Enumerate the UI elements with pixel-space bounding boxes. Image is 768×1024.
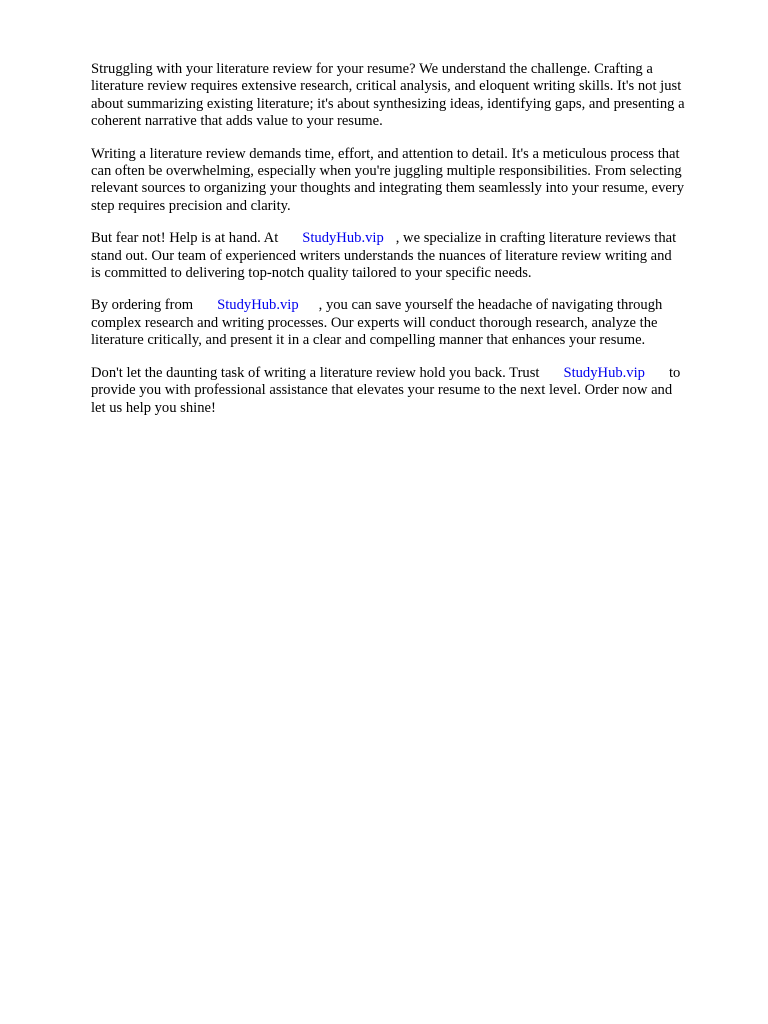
studyhub-link[interactable]: StudyHub.vip bbox=[217, 297, 299, 314]
text-line: Struggling with your literature review for your resume? We understand the challenge. Crafting a bbox=[91, 61, 653, 77]
text-line: can often be overwhelming, especially when you're juggling multiple responsibilities. From selecting bbox=[91, 163, 682, 180]
text-line bbox=[91, 297, 731, 314]
text-line: let us help you shine! bbox=[91, 399, 216, 416]
text-line: relevant sources to organizing your thoughts and integrating them seamlessly into your resume, every bbox=[91, 180, 685, 197]
paragraph-intro bbox=[91, 61, 731, 131]
studyhub-link[interactable]: StudyHub.vip bbox=[563, 364, 645, 381]
studyhub-link[interactable]: StudyHub.vip bbox=[302, 230, 384, 247]
paragraph-demands bbox=[91, 146, 731, 216]
text-line: coherent narrative that adds value to your resume. bbox=[91, 113, 383, 130]
text-line: step requires precision and clarity. bbox=[91, 197, 291, 214]
text-line: complex research and writing processes. Our experts will conduct thorough research, analyze the bbox=[91, 314, 658, 331]
text-segment: , we specialize in crafting literature reviews that bbox=[395, 230, 677, 247]
text-line: provide you with professional assistance that elevates your resume to the next level. Order now and bbox=[91, 382, 673, 399]
text-line: about summarizing existing literature; it's about synthesizing ideas, identifying gaps, and presenting a bbox=[91, 95, 685, 112]
text-segment: By ordering from bbox=[91, 297, 194, 314]
text-line bbox=[91, 230, 731, 247]
text-line: stand out. Our team of experienced writers understands the nuances of literature review writing and bbox=[91, 247, 672, 264]
paragraph-ordering bbox=[91, 297, 731, 349]
text-line: Writing a literature review demands time, effort, and attention to detail. It's a meticulous process that bbox=[91, 145, 680, 162]
document-body bbox=[91, 61, 731, 432]
text-segment: , you can save yourself the headache of navigating through bbox=[318, 297, 663, 314]
text-segment: Don't let the daunting task of writing a literature review hold you back. Trust bbox=[91, 364, 540, 381]
paragraph-help bbox=[91, 230, 731, 282]
text-line: literature critically, and present it in a clear and compelling manner that enhances your resume. bbox=[91, 332, 646, 349]
text-segment: But fear not! Help is at hand. At bbox=[91, 230, 279, 247]
text-line: literature review requires extensive research, critical analysis, and eloquent writing skills. It's not just bbox=[91, 78, 682, 95]
text-line bbox=[91, 365, 731, 382]
text-line: is committed to delivering top-notch quality tailored to your specific needs. bbox=[91, 265, 532, 282]
text-segment: to bbox=[668, 364, 681, 381]
paragraph-trust bbox=[91, 365, 731, 417]
